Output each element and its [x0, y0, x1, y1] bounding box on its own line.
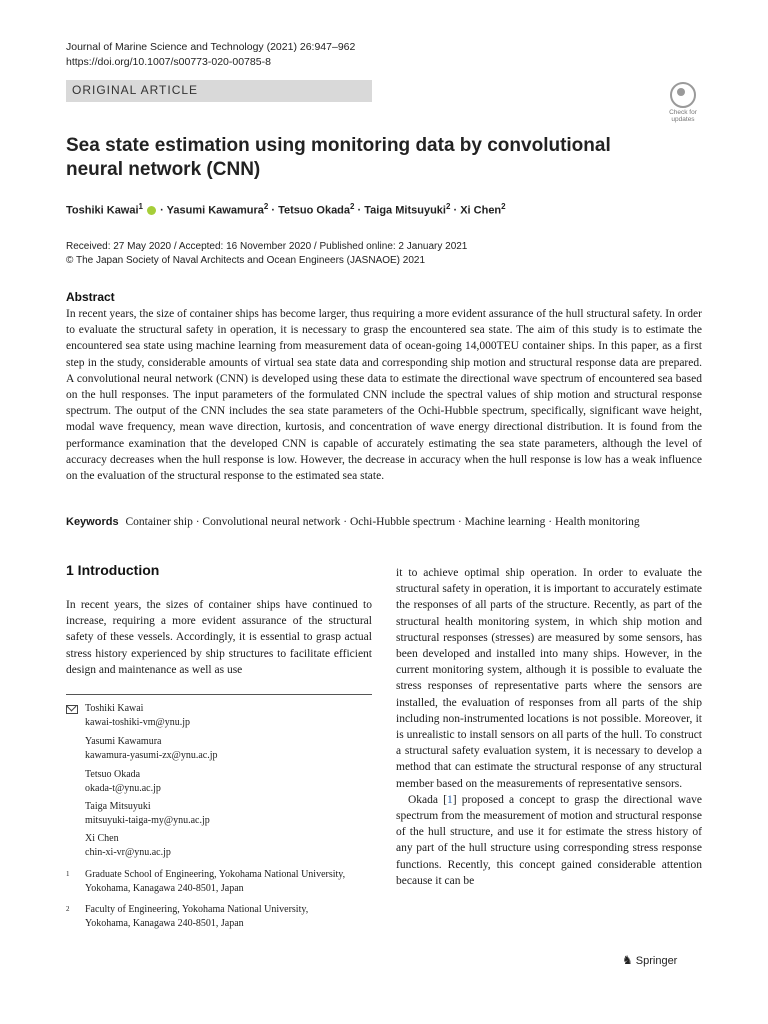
author-name[interactable]: Taiga Mitsuyuki [364, 204, 446, 217]
contact-email[interactable]: mitsuyuki-taiga-my@ynu.ac.jp [85, 814, 210, 826]
contact-name: Tetsuo Okada [85, 769, 141, 780]
corresponding-author [85, 768, 161, 795]
abstract-heading: Abstract [66, 290, 115, 304]
author-name[interactable]: Tetsuo Okada [278, 204, 351, 217]
keywords-heading: Keywords [66, 516, 119, 528]
intro-paragraph: it to achieve optimal ship operation. In order to evaluate the structural safety in operation, it is important to accurately estimate the responses of all parts of the structure. Recently, as part of the structural health monitoring system, in which ship motion and structural responses (stresses) are measured by some sensors, has been developed and installed into many ships. However, in the current monitoring system, although it is possible to evaluate the stress responses of representative parts where the sensors are installed, the evaluation of responses from all parts of the ship including non-instrumented locations is not possible. Moreover, it is unrealistic to install sensors on all parts of the hull. To construct a structural safety evaluation system, it is necessary to develop a method that can estimate the structural response of any structural member based on the measurements of representative sensors. [396, 567, 702, 790]
contact-email[interactable]: chin-xi-vr@ynu.ac.jp [85, 846, 171, 858]
corresponding-author [85, 735, 218, 762]
springer-horse-icon: ♞ [622, 953, 633, 967]
author-list: Toshiki Kawai$^1$ · Yasumi Kawamura$^2$ · Tetsuo Okada$^2$ · Taiga Mitsuyuki$^2$ · Xi Chen$^2$ [66, 202, 506, 217]
intro-column-right [396, 565, 702, 889]
contact-name: Yasumi Kawamura [85, 736, 162, 747]
article-type-banner [66, 80, 372, 102]
publication-dates [66, 240, 467, 268]
keywords [66, 516, 706, 528]
paragraph-text: Okada [ [408, 793, 447, 806]
author-affil: 2 [263, 202, 269, 211]
footnote-divider [66, 694, 372, 695]
check-updates-icon [670, 82, 696, 108]
affiliation-text: Faculty of Engineering, Yokohama National University, Yokohama, Kanagawa 240-8501, Japan [85, 904, 309, 929]
contact-email[interactable]: okada-t@ynu.ac.jp [85, 782, 161, 794]
corresponding-author [85, 832, 171, 859]
author-name[interactable]: Toshiki Kawai [66, 204, 139, 217]
affiliation-number: 2 [66, 905, 70, 913]
envelope-icon [66, 705, 78, 714]
abstract-text: In recent years, the size of container ships has become larger, thus requiring a more evident assurance of the hull structural safety. In order to evaluate the structural safety in operation, it is necessary to grasp the encountered sea state. The aim of this study is to estimate the encountered sea state using machine learning from measurement data of ocean-going 14,000TEU container ships. In this paper, as a first step in the study, considerable amounts of virtual sea state data and corresponding ship motion and structural response data are prepared. A convolutional neural network (CNN) is developed using these data to estimate the directional wave spectrum of encountered sea based on the hull responses. The input parameters of the formulated CNN include the spectral values of ship motion and structural response spectrum. The output of the CNN includes the sea state parameters of the Ochi-Hubble spectrum, specifically, significant wave height, modal wave frequency, mean wave direction, kurtosis, and concentration of wave energy directional distribution. It is found from the performance examination that the developed CNN is capable of accurately estimating the sea state parameters, although the level of accuracy decreases when the hull response is low. However, the decrease in accuracy when the hull response is low has a weak influence on the evaluation of the structural response to the estimated sea state. [66, 308, 702, 483]
badge-line-2: updates [671, 116, 695, 123]
author-affil: 1 [138, 202, 143, 211]
paragraph-text: ] proposed a concept to grasp the directional wave spectrum from the measurement of motion and structural response of the hull structure, and use it for estimate the stress history of any part of the hull structure using corresponding stress response functions. Recently, this concept gained considerable attention because it can be [396, 793, 702, 887]
affiliation [66, 868, 372, 898]
corresponding-author [85, 800, 210, 827]
contact-name: Toshiki Kawai [85, 703, 144, 714]
check-for-updates-badge[interactable] [664, 82, 702, 124]
badge-line-1: Check for [669, 109, 697, 116]
author-affil: 2 [350, 202, 355, 211]
author-affil: 2 [501, 202, 506, 211]
corresponding-author [85, 702, 190, 729]
journal-citation: Journal of Marine Science and Technology (2021) 26:947–962 [66, 41, 356, 53]
paper-title: Sea state estimation using monitoring data by convolutional neural network (CNN) [66, 135, 611, 180]
orcid-icon[interactable] [147, 206, 156, 215]
keywords-list: Container ship · Convolutional neural network · Ochi-Hubble spectrum · Machine learning · Health monitoring [125, 516, 640, 528]
journal-header [66, 40, 355, 70]
intro-column-left [66, 597, 372, 678]
article-type-label: ORIGINAL ARTICLE [72, 83, 199, 97]
badge-text [664, 109, 702, 123]
copyright-line: © The Japan Society of Naval Architects and Ocean Engineers (JASNAOE) 2021 [66, 255, 426, 266]
doi-link[interactable]: https://doi.org/10.1007/s00773-020-00785-8 [66, 56, 271, 68]
publisher-logo [622, 953, 677, 967]
contact-email[interactable]: kawamura-yasumi-zx@ynu.ac.jp [85, 749, 218, 761]
author-affil: 2 [445, 202, 451, 211]
section-heading-introduction: 1 Introduction [66, 562, 160, 578]
contact-name: Xi Chen [85, 833, 119, 844]
author-name[interactable]: Xi Chen [460, 204, 502, 217]
affiliation [66, 903, 372, 933]
affiliation-text: Graduate School of Engineering, Yokohama National University, Yokohama, Kanagawa 240-8501, Japan [85, 869, 346, 894]
publisher-name: Springer [635, 955, 678, 967]
dates-line: Received: 27 May 2020 / Accepted: 16 November 2020 / Published online: 2 January 2021 [66, 241, 468, 252]
intro-paragraph: In recent years, the sizes of container ships have continued to increase, requiring a more evident assurance of the structural safety of these vessels. Accordingly, it is essential to grasp actual stress history experienced by ship structures to facilitate efficient design and maintenance as well as use [66, 599, 372, 676]
author-name[interactable]: Yasumi Kawamura [166, 204, 264, 217]
contact-email[interactable]: kawai-toshiki-vm@ynu.jp [85, 716, 191, 728]
contact-name: Taiga Mitsuyuki [85, 801, 151, 812]
affiliation-number: 1 [66, 870, 70, 878]
citation-link[interactable]: 1 [446, 793, 453, 806]
intro-paragraph-okada [396, 792, 702, 889]
